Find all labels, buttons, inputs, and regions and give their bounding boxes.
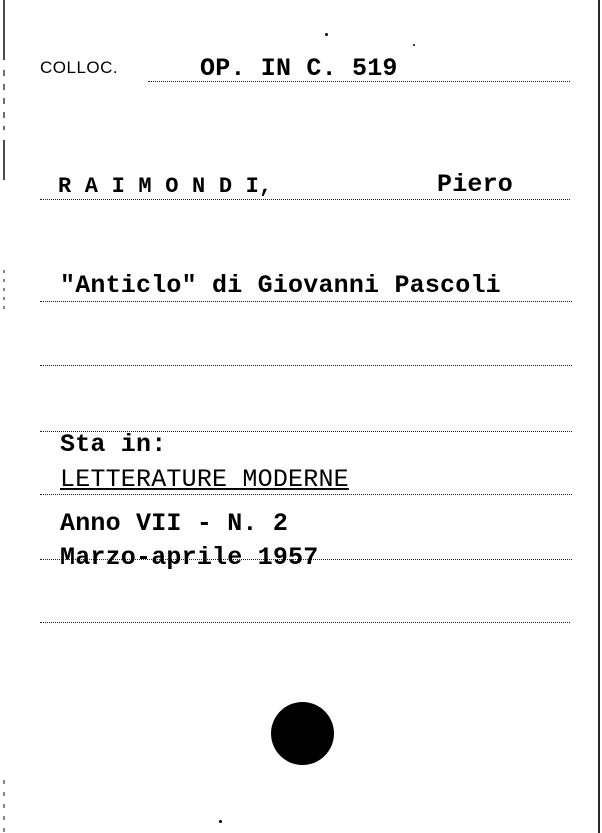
title-rule — [40, 301, 572, 302]
punch-hole — [271, 702, 334, 765]
author-firstname: Piero — [437, 170, 514, 199]
bottom-blank-rule — [40, 622, 570, 623]
author-surname: R A I M O N D I, — [58, 174, 273, 199]
journal-issue: Anno VII - N. 2 — [60, 509, 289, 538]
shelfmark: OP. IN C. 519 — [200, 54, 398, 83]
ink-speck — [413, 44, 415, 46]
author-rule — [40, 199, 570, 200]
ink-speck — [219, 820, 222, 823]
blank-rule — [40, 365, 572, 366]
journal-name: LETTERATURE MODERNE — [60, 465, 349, 494]
card-right-edge — [598, 0, 600, 833]
colloc-label: COLLOC. — [40, 58, 119, 77]
journal-rule — [40, 494, 572, 495]
publication-date: Marzo-aprile 1957 — [60, 543, 319, 572]
work-title: "Anticlo" di Giovanni Pascoli — [60, 271, 501, 300]
ink-speck — [325, 33, 328, 36]
card-left-edge — [3, 0, 5, 833]
source-intro: Sta in: — [60, 430, 167, 459]
